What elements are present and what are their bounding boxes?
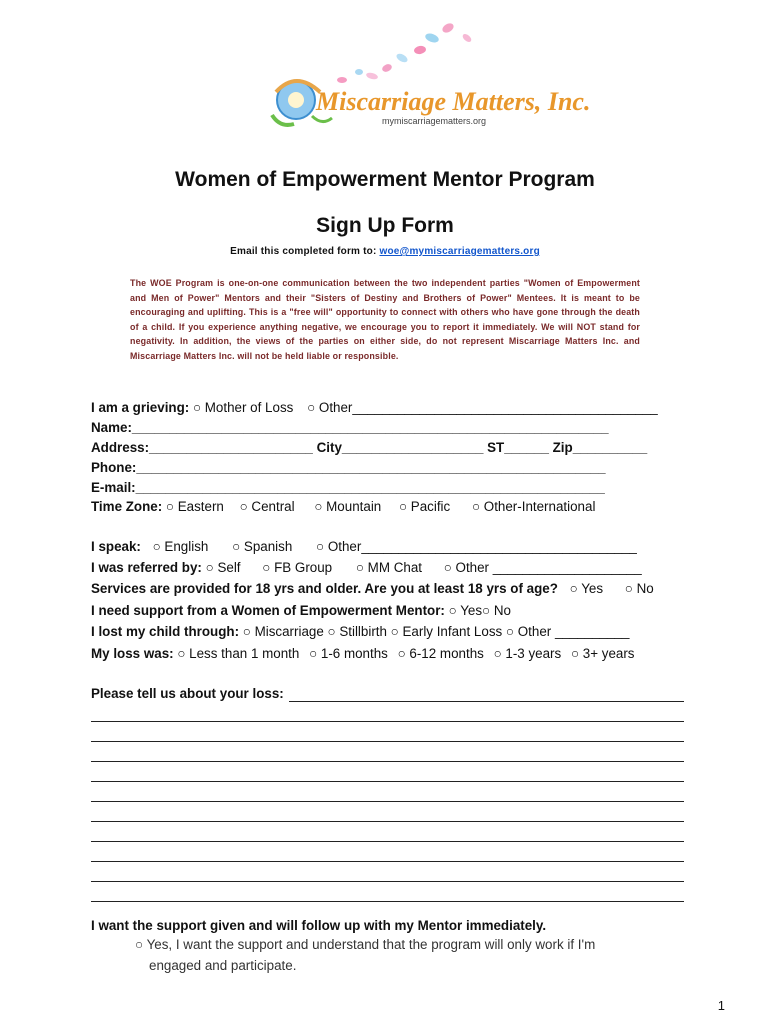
- loss-description-line[interactable]: [91, 766, 684, 782]
- speak-label: I speak:: [91, 539, 141, 554]
- email-field[interactable]: [91, 479, 605, 496]
- followup-yes-option[interactable]: ○ Yes, I want the support and understand that the program will only work if I'm: [135, 937, 596, 952]
- loss-description-line[interactable]: [91, 786, 684, 802]
- loss-1-6-months[interactable]: ○ 1-6 months: [309, 646, 388, 661]
- referred-label: I was referred by:: [91, 560, 202, 575]
- email-link[interactable]: woe@mymiscarriagematters.org: [379, 246, 540, 257]
- followup-label: [91, 917, 546, 934]
- address-label: Address:______________________ City___________________ ST______ Zip__________: [91, 440, 648, 455]
- phone-field[interactable]: [91, 459, 606, 476]
- timezone-eastern[interactable]: ○ Eastern: [165, 499, 224, 514]
- support-row: [91, 602, 511, 619]
- name-label: Name:________________________________________________________________: [91, 420, 609, 435]
- loss-3-plus-years[interactable]: ○ 3+ years: [570, 646, 635, 661]
- loss-description-line[interactable]: [91, 846, 684, 862]
- age-question: Services are provided for 18 yrs and older. Are you at least 18 yrs of age?: [91, 581, 558, 596]
- tell-us-label: [91, 685, 284, 702]
- tell-us-text: Please tell us about your loss:: [91, 686, 284, 701]
- page-title: Women of Empowerment Mentor Program: [175, 168, 595, 191]
- loss-description-line[interactable]: [91, 806, 684, 822]
- phone-label: Phone:_______________________________________________________________: [91, 460, 606, 475]
- address-field[interactable]: [91, 439, 647, 456]
- lost-label: I lost my child through:: [91, 624, 240, 639]
- intro-paragraph: The WOE Program is one-on-one communication between the two independent parties "Women of Empowerment and Men of Power" Mentors and their "Sisters of Destiny and Brothers of Power" Mentees. It is meant to be encouraging and uplifting. This is a "free will" opportunity to connect with others who have gone through the death of a child. If you experience anything negative, we encourage you to report it immediately. We will NOT stand for negativity. In addition, the views of the parties on either side, do not represent Miscarriage Matters Inc. and Miscarriage Matters Inc. will not be held liable or responsible.: [130, 278, 640, 361]
- timezone-other[interactable]: ○ Other-International: [471, 499, 596, 514]
- email-instruction: [0, 246, 770, 257]
- referred-fb-group[interactable]: ○ FB Group: [262, 560, 333, 575]
- loss-1-3-years[interactable]: ○ 1-3 years: [493, 646, 562, 661]
- page-number: 1: [717, 998, 725, 1013]
- loss-6-12-months[interactable]: ○ 6-12 months: [397, 646, 484, 661]
- timezone-pacific[interactable]: ○ Pacific: [398, 499, 451, 514]
- referred-mm-chat[interactable]: ○ MM Chat: [355, 560, 422, 575]
- timezone-central[interactable]: ○ Central: [239, 499, 295, 514]
- grieving-option-mother[interactable]: ○ Mother of Loss: [192, 400, 294, 415]
- age-yes[interactable]: ○ Yes: [569, 581, 604, 596]
- loss-description-line[interactable]: [91, 866, 684, 882]
- timezone-label: Time Zone:: [91, 499, 163, 514]
- referred-other[interactable]: ○ Other ____________________: [443, 560, 642, 575]
- timezone-mountain[interactable]: ○ Mountain: [314, 499, 382, 514]
- speak-english[interactable]: ○ English: [152, 539, 209, 554]
- logo-text: Miscarriage Matters, Inc.: [316, 87, 591, 116]
- email-prefix: Email this completed form to:: [230, 246, 380, 257]
- followup-yes-option-cont: engaged and participate.: [149, 958, 297, 973]
- support-options[interactable]: ○ Yes○ No: [448, 603, 511, 618]
- loss-was-row: [91, 645, 635, 662]
- age-no[interactable]: ○ No: [624, 581, 654, 596]
- grieving-option-other[interactable]: ○ Other_________________________________________: [307, 400, 658, 415]
- page-subtitle: Sign Up Form: [316, 214, 454, 237]
- speak-other[interactable]: ○ Other_____________________________________: [316, 539, 637, 554]
- speak-spanish[interactable]: ○ Spanish: [232, 539, 293, 554]
- name-field[interactable]: [91, 419, 609, 436]
- timezone-row: [91, 498, 595, 515]
- miscarriage-matters-logo: [262, 20, 591, 138]
- logo-url: mymiscarriagematters.org: [382, 116, 487, 126]
- loss-description-line[interactable]: [91, 706, 684, 722]
- speak-row: [91, 538, 637, 555]
- grieving-label: I am a grieving:: [91, 400, 190, 415]
- email-label: E-mail:_______________________________________________________________: [91, 480, 605, 495]
- age-row: [91, 580, 654, 597]
- lost-row: [91, 623, 629, 640]
- loss-less-1-month[interactable]: ○ Less than 1 month: [177, 646, 300, 661]
- grieving-row: [91, 399, 658, 416]
- referred-self[interactable]: ○ Self: [205, 560, 241, 575]
- support-label: I need support from a Women of Empowerment Mentor:: [91, 603, 445, 618]
- loss-description-line[interactable]: [91, 886, 684, 902]
- loss-description-line[interactable]: [91, 826, 684, 842]
- loss-description-line[interactable]: [91, 746, 684, 762]
- followup-text: I want the support given and will follow up with my Mentor immediately.: [91, 918, 547, 933]
- lost-options[interactable]: ○ Miscarriage ○ Stillbirth ○ Early Infant Loss ○ Other __________: [242, 624, 630, 639]
- loss-was-label: My loss was:: [91, 646, 174, 661]
- loss-description-line[interactable]: [289, 686, 684, 702]
- referred-row: [91, 559, 642, 576]
- loss-description-line[interactable]: [91, 726, 684, 742]
